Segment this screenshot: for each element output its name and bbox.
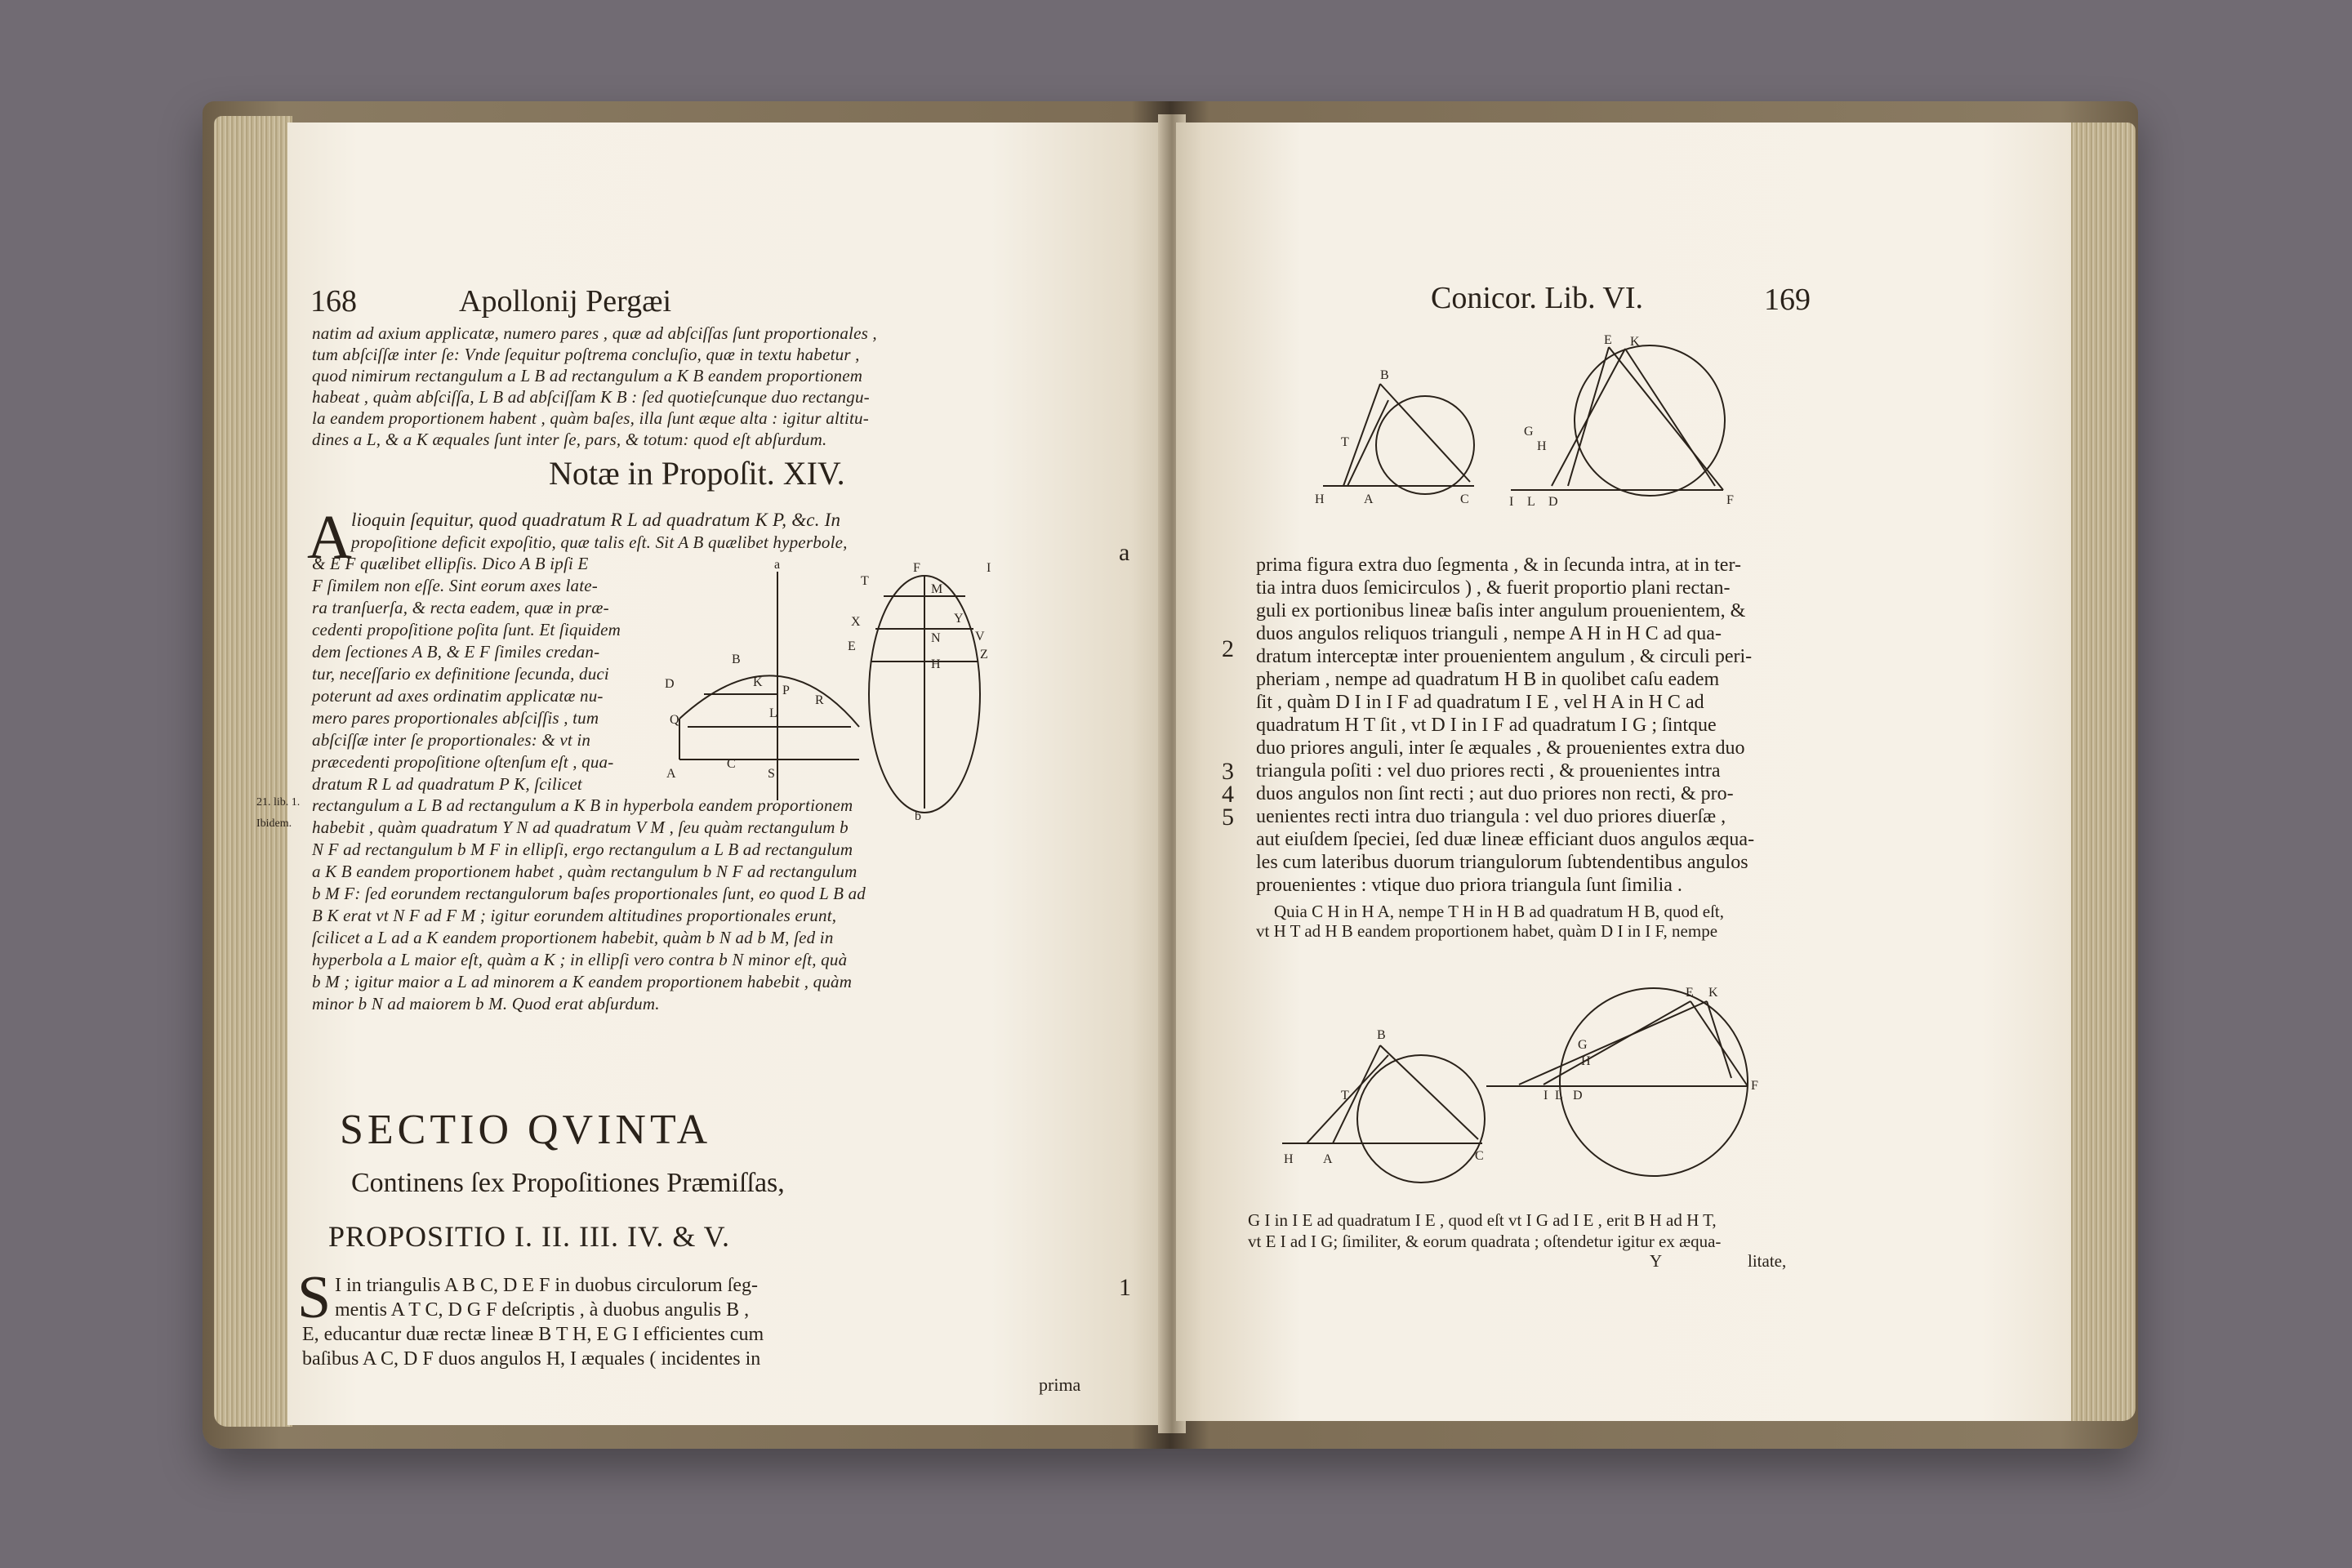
figure-triangle-circle-2 bbox=[1494, 333, 1740, 510]
side-line bbox=[1609, 347, 1723, 490]
margin-note: a bbox=[1119, 539, 1130, 566]
text-line: cedenti propoſitione poſita ſunt. Et ſiquidem bbox=[312, 620, 621, 639]
text-line: habeat , quàm abſciſſa, L B ad abſciſſam K B : ſed quotieſcunque duo rectangu- bbox=[312, 387, 870, 407]
figure-label: F bbox=[1751, 1079, 1758, 1093]
figure-label: K bbox=[1708, 986, 1718, 1000]
text-line: I in triangulis A B C, D E F in duobus circulorum ſeg- bbox=[335, 1275, 758, 1296]
text-line: vt H T ad H B eandem proportionem habet, quàm D I in I F, nempe bbox=[1256, 921, 1718, 941]
figure-label: E bbox=[848, 639, 856, 653]
text-line: quadratum H T ſit , vt D I in I F ad quadratum I G ; ſintque bbox=[1256, 715, 1717, 736]
figure-label: C bbox=[727, 757, 736, 771]
figure-label: A bbox=[666, 767, 676, 781]
text-line: abſciſſæ inter ſe proportionales: & vt in bbox=[312, 730, 591, 750]
figure-label: K bbox=[753, 675, 763, 689]
text-line: tum abſciſſæ inter ſe: Vnde ſequitur poſtrema concluſio, quæ in textu habetur , bbox=[312, 345, 860, 364]
figure-label: H bbox=[1284, 1152, 1294, 1166]
text-line: uenientes recti intra duo triangula : vel duo priores diuerſæ , bbox=[1256, 806, 1726, 827]
segment-line bbox=[1707, 1001, 1731, 1078]
figure-label: a bbox=[774, 558, 781, 572]
text-line: hyperbola a L maior eſt, quàm a K ; in ellipſi vero contra b N minor eſt, quà bbox=[312, 950, 848, 969]
text-line: tur, neceſſario ex definitione ſecunda, duci bbox=[312, 664, 609, 684]
text-line: Quia C H in H A, nempe T H in H B ad quadratum H B, quod eſt, bbox=[1274, 902, 1725, 921]
figure-label: E bbox=[1686, 986, 1694, 1000]
figure-label: R bbox=[815, 693, 824, 707]
text-line: mentis A T C, D G F deſcriptis , à duobus angulis B , bbox=[335, 1299, 750, 1321]
text-line: B K erat vt N F ad F M ; igitur eorundem altitudines proportionales erunt, bbox=[312, 906, 837, 925]
segment-line bbox=[1348, 400, 1388, 486]
text-line: & E F quælibet ellipſis. Dico A B ipſi E bbox=[312, 554, 589, 573]
figure-label: C bbox=[1460, 492, 1469, 506]
figure-label: Y bbox=[954, 612, 964, 626]
figure-triangle-circle-4 bbox=[1486, 988, 1764, 1184]
figure-label: H bbox=[1581, 1054, 1591, 1068]
text-line: prouenientes : vtique duo priora triangula ſunt ſimilia . bbox=[1256, 875, 1682, 896]
text-line: N F ad rectangulum b M F in ellipſi, ergo rectangulum a L B ad rectangulum bbox=[312, 840, 853, 859]
text-line: pheriam , nempe ad quadratum H B in quolibet caſu eadem bbox=[1256, 669, 1720, 690]
figure-label: I bbox=[1509, 495, 1514, 509]
figure-label: E bbox=[1604, 333, 1612, 347]
text-line: guli ex portionibus lineæ baſis inter angulum prouenientem, & bbox=[1256, 600, 1746, 621]
figure-label: I bbox=[1544, 1089, 1548, 1102]
figure-label: A bbox=[1364, 492, 1374, 506]
text-line: b M ; igitur maior a L ad minorem a K eandem proportionem habebit , quàm bbox=[312, 972, 853, 991]
figure-label: D bbox=[1548, 495, 1558, 509]
text-line: ra tranſuerſa, & recta eadem, quæ in præ- bbox=[312, 598, 609, 617]
figure-label: F bbox=[1726, 493, 1734, 507]
right-page-edges bbox=[2070, 122, 2136, 1421]
text-line: aut eiuſdem ſpeciei, ſed duæ lineæ efficiant duos angulos æqua- bbox=[1256, 829, 1755, 850]
propositio-title: PROPOSITIO I. II. III. IV. & V. bbox=[328, 1220, 731, 1253]
figure-label: N bbox=[931, 631, 941, 645]
figure-label: H bbox=[931, 657, 941, 671]
figure-label: L bbox=[1555, 1089, 1563, 1102]
figure-label: T bbox=[861, 574, 869, 588]
text-line: ſcilicet a L ad a K eandem proportionem habebit, quàm b N ad b M, ſed in bbox=[312, 928, 834, 947]
text-line: dem ſectiones A B, & E F ſimiles credan- bbox=[312, 642, 600, 662]
text-line: baſibus A C, D F duos angulos H, I æquales ( incidentes in bbox=[302, 1348, 761, 1370]
figure-label: L bbox=[1527, 495, 1535, 509]
figure-label: X bbox=[851, 615, 861, 629]
catchword: prima bbox=[1039, 1374, 1081, 1395]
circle bbox=[1357, 1055, 1485, 1183]
text-line: F ſimilem non eſſe. Sint eorum axes late- bbox=[312, 576, 598, 595]
sectio-subtitle: Continens ſex Propoſitiones Præmiſſas, bbox=[351, 1168, 785, 1198]
side-reference: 21. lib. 1. bbox=[256, 796, 301, 808]
text-line: minor b N ad maiorem b M. Quod erat abſurdum. bbox=[312, 994, 660, 1013]
sectio-title: SECTIO QVINTA bbox=[340, 1107, 712, 1153]
figure-label: G bbox=[1578, 1038, 1588, 1052]
left-page bbox=[256, 122, 1166, 1425]
figure-label: D bbox=[665, 677, 675, 691]
notae-heading: Notæ in Propoſit. XIV. bbox=[549, 455, 845, 492]
figure-label: F bbox=[913, 561, 920, 575]
figure-label: H bbox=[1315, 492, 1325, 506]
left-page-edges bbox=[214, 116, 292, 1427]
text-line: habebit , quàm quadratum Y N ad quadratum V M , ſeu quàm rectangulum b bbox=[312, 817, 849, 837]
figure-label: L bbox=[769, 706, 777, 720]
page-number: 169 bbox=[1764, 283, 1811, 317]
margin-note: 1 bbox=[1119, 1274, 1131, 1301]
text-line: E, educantur duæ rectæ lineæ B T H, E G I efficientes cum bbox=[302, 1324, 764, 1345]
figure-triangle-circle-1 bbox=[1298, 368, 1478, 514]
side-line bbox=[1544, 1001, 1690, 1085]
side-line bbox=[1380, 1045, 1478, 1139]
text-line: quod nimirum rectangulum a L B ad rectangulum a K B eandem proportionem bbox=[312, 366, 863, 385]
figure-label: b bbox=[915, 809, 921, 823]
drop-cap: S bbox=[297, 1264, 332, 1331]
side-line bbox=[1333, 1045, 1380, 1143]
figure-label: H bbox=[1537, 439, 1547, 453]
side-reference: Ibidem. bbox=[256, 817, 292, 830]
text-line: dratum interceptæ inter prouenientem angulum , & circuli peri- bbox=[1256, 646, 1753, 667]
text-line: poterunt ad axes ordinatim applicatæ nu- bbox=[312, 686, 604, 706]
text-line: rectangulum a L B ad rectangulum a K B in hyperbola eandem proportionem bbox=[312, 795, 853, 815]
page-number: 168 bbox=[310, 284, 357, 318]
margin-number: 4 bbox=[1222, 781, 1234, 808]
margin-number: 5 bbox=[1222, 804, 1234, 831]
figure-label: K bbox=[1630, 335, 1640, 349]
figure-label: A bbox=[1323, 1152, 1333, 1166]
signature-mark: Y bbox=[1650, 1251, 1663, 1271]
margin-number: 3 bbox=[1222, 758, 1234, 785]
text-line: mero pares proportionales abſciſſis , tum bbox=[312, 708, 599, 728]
figure-label: G bbox=[1524, 425, 1534, 439]
text-line: b M F: ſed eorundem rectangulorum baſes proportionales ſunt, eo quod L B ad bbox=[312, 884, 866, 903]
text-line: ſit , quàm D I in I F ad quadratum I E , vel H A in H C ad bbox=[1256, 692, 1704, 713]
text-line: propoſitione deficit expoſitio, quæ talis eſt. Sit A B quælibet hyperbole, bbox=[351, 532, 848, 552]
figure-label: B bbox=[1377, 1028, 1386, 1042]
figure-label: B bbox=[732, 653, 741, 666]
text-line: natim ad axium applicatæ, numero pares , quæ ad abſciſſas ſunt proportionales , bbox=[312, 323, 877, 343]
running-head: Apollonij Pergæi bbox=[459, 284, 672, 318]
running-head: Conicor. Lib. VI. bbox=[1431, 281, 1644, 315]
text-line: prima figura extra duo ſegmenta , & in ſecunda intra, at in ter- bbox=[1256, 555, 1741, 576]
figure-label: C bbox=[1475, 1149, 1484, 1163]
segment-line bbox=[1625, 349, 1715, 486]
text-line: les cum lateribus duorum triangulorum ſubtendentibus angulos bbox=[1256, 852, 1748, 873]
catchword: litate, bbox=[1748, 1251, 1787, 1271]
figure-label: M bbox=[931, 582, 943, 596]
text-line: la eandem proportionem habent , quàm baſes, illa ſunt æque alta : igitur altitu- bbox=[312, 408, 869, 428]
text-line: a K B eandem proportionem habet , quàm rectangulum b N F ad rectangulum bbox=[312, 862, 858, 881]
figure-label: T bbox=[1341, 435, 1349, 449]
side-line bbox=[1380, 384, 1470, 482]
figure-label: Z bbox=[980, 648, 988, 662]
figure-label: S bbox=[768, 767, 775, 781]
text-line: duos angulos non ſint recti ; aut duo priores non recti, & pro- bbox=[1256, 783, 1734, 804]
text-line: duo priores anguli, inter ſe æquales , & prouenientes extra duo bbox=[1256, 737, 1745, 759]
figure-label: Q bbox=[670, 713, 679, 727]
text-line: præcedenti propoſitione oſtenſum eſt , qua- bbox=[312, 752, 614, 772]
drop-cap: A bbox=[307, 503, 352, 572]
text-line: dines a L, & a K æquales ſunt inter ſe, pars, & totum: quod eſt abſurdum. bbox=[312, 430, 827, 449]
text-line: vt E I ad I G; ſimiliter, & eorum quadrata ; oſtendetur igitur ex æqua- bbox=[1248, 1232, 1722, 1251]
text-line: dratum R L ad quadratum P K, ſcilicet bbox=[312, 774, 582, 794]
text-line: tia intra duos ſemicirculos ) , & fuerit proportio plani rectan- bbox=[1256, 577, 1731, 599]
right-page bbox=[1176, 122, 2071, 1421]
text-line: triangula poſiti : vel duo priores recti , & prouenientes intra bbox=[1256, 760, 1721, 782]
figure-label: B bbox=[1380, 368, 1389, 382]
figure-triangle-circle-3 bbox=[1274, 1029, 1486, 1192]
margin-number: 2 bbox=[1222, 635, 1234, 662]
circle bbox=[1560, 988, 1748, 1176]
figure-label: D bbox=[1573, 1089, 1583, 1102]
text-line: duos angulos reliquos trianguli , nempe A H in H C ad qua- bbox=[1256, 623, 1722, 644]
text-line: lioquin ſequitur, quod quadratum R L ad quadratum K P, &c. In bbox=[351, 510, 841, 530]
figure-label: I bbox=[987, 561, 991, 575]
segment-line bbox=[1519, 1001, 1707, 1085]
figure-label: T bbox=[1341, 1089, 1349, 1102]
text-line: G I in I E ad quadratum I E , quod eſt vt I G ad I E , erit B H ad H T, bbox=[1248, 1210, 1717, 1230]
circle bbox=[1575, 345, 1725, 496]
circle bbox=[1376, 396, 1474, 494]
figure-label: V bbox=[975, 630, 985, 644]
figure-label: P bbox=[782, 684, 790, 697]
